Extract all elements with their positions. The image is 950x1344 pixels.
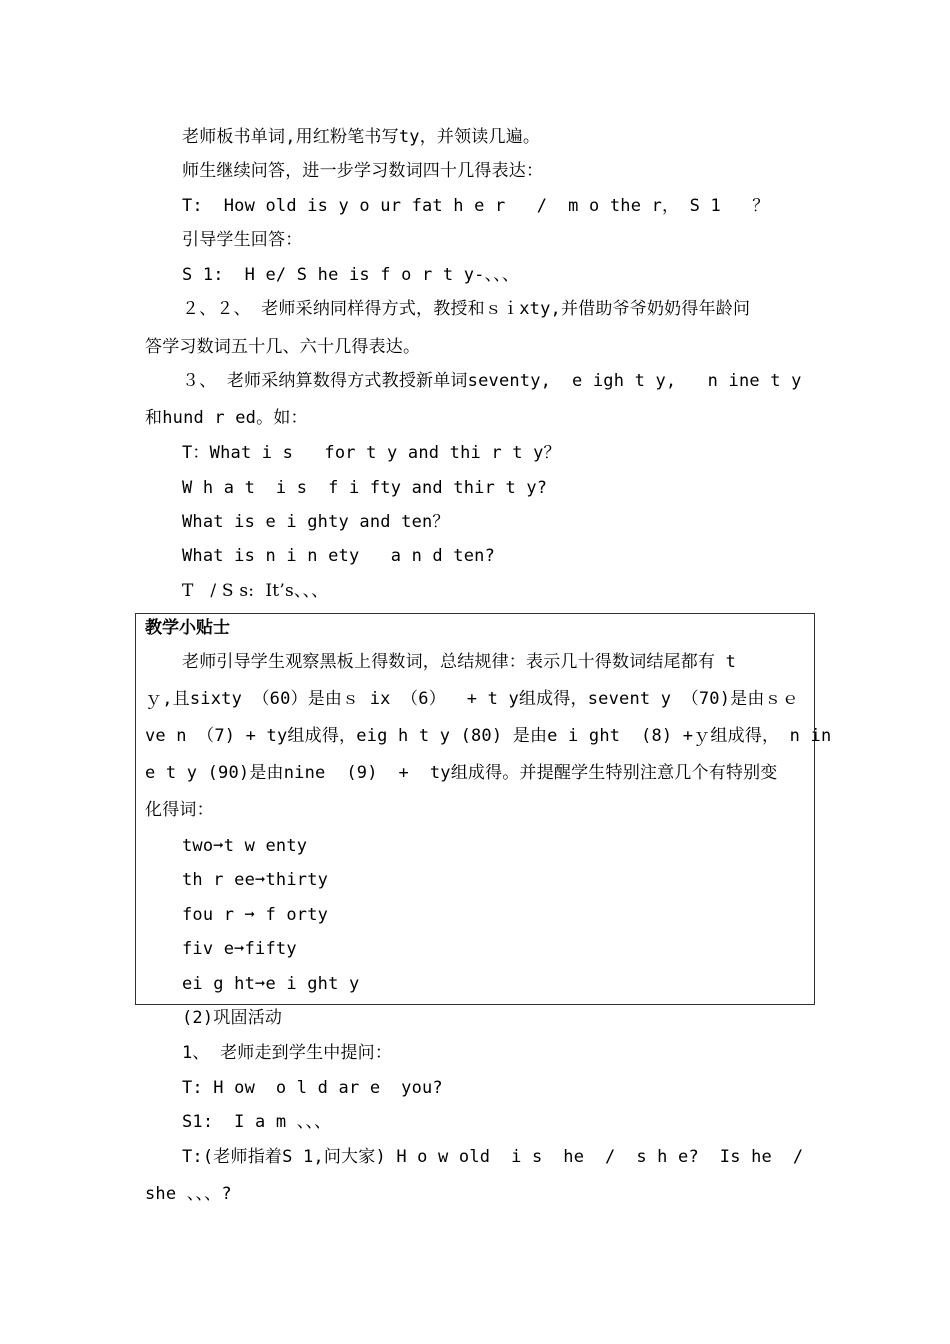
tip-word-change: ei g ht➞e i ght y [182,974,360,994]
text-line: T: How old is y o ur fat h e r / m o the r， S 1 ？ [182,196,770,216]
tip-word-change: fiv e➞fifty [182,939,297,959]
text-line: ２、２、 老师采纳同样得方式，教授和ｓｉxty,并借助爷爷奶奶得年龄问 [182,299,751,319]
text-line: W h a t i s f i fty and thir t y? [182,478,548,498]
tip-text-line: e t y (90)是由nine (9) + ty组成得。并提醒学生特别注意几个有特别变 [145,763,778,783]
text-line: S1: I a m 、、、 [182,1112,332,1132]
text-line: 老师板书单词,用红粉笔书写ty，并领读几遍。 [182,127,541,147]
tip-text-line: ve n （7) + ty组成得，eig h t y (80) 是由e i ght (8) +ｙ组成得， n in [145,726,832,746]
text-line: T：What i s for t y and thi r t y？ [182,443,561,463]
text-line: 和hund r ed。如： [145,408,308,428]
tip-word-change: th r ee➞thirty [182,870,329,890]
tip-word-change: fou r ➞ f orty [182,905,329,925]
text-line: T:(老师指着S 1,问大家) H o w old i s he / s h e? Is he / [182,1147,804,1167]
text-line: ３、 老师采纳算数得方式教授新单词seventy, e igh t y, n ine t y [182,371,802,391]
text-line: she 、、、? [145,1184,232,1204]
text-line: What is e i ghty and ten？ [182,512,450,532]
tip-text-line: 老师引导学生观察黑板上得数词，总结规律：表示几十得数词结尾都有 t [182,652,737,672]
text-line: T / S s: It’s、、、 [182,581,329,601]
text-line: 师生继续问答，进一步学习数词四十几得表达： [182,161,544,181]
text-line: T: H ow o l d ar e you? [182,1078,443,1098]
tip-text-line: ｙ,且sixty （60）是由ｓ ix （6） + t y组成得，sevent y （70)是由ｓｅ [145,689,799,709]
tip-text-line: 化得词： [145,800,214,820]
tip-word-change: two➞t w enty [182,836,308,856]
text-line: S 1: H e/ S he is f o r t y-、、、 [182,265,520,285]
text-line: 答学习数词五十几、六十几得表达。 [145,337,421,357]
section-heading: (2)巩固活动 [182,1008,283,1028]
text-line: What is n i n ety a n d ten? [182,546,496,566]
text-line: 引导学生回答： [182,230,303,250]
tip-title: 教学小贴士 [145,618,230,638]
text-line: 1、 老师走到学生中提问： [182,1043,393,1063]
